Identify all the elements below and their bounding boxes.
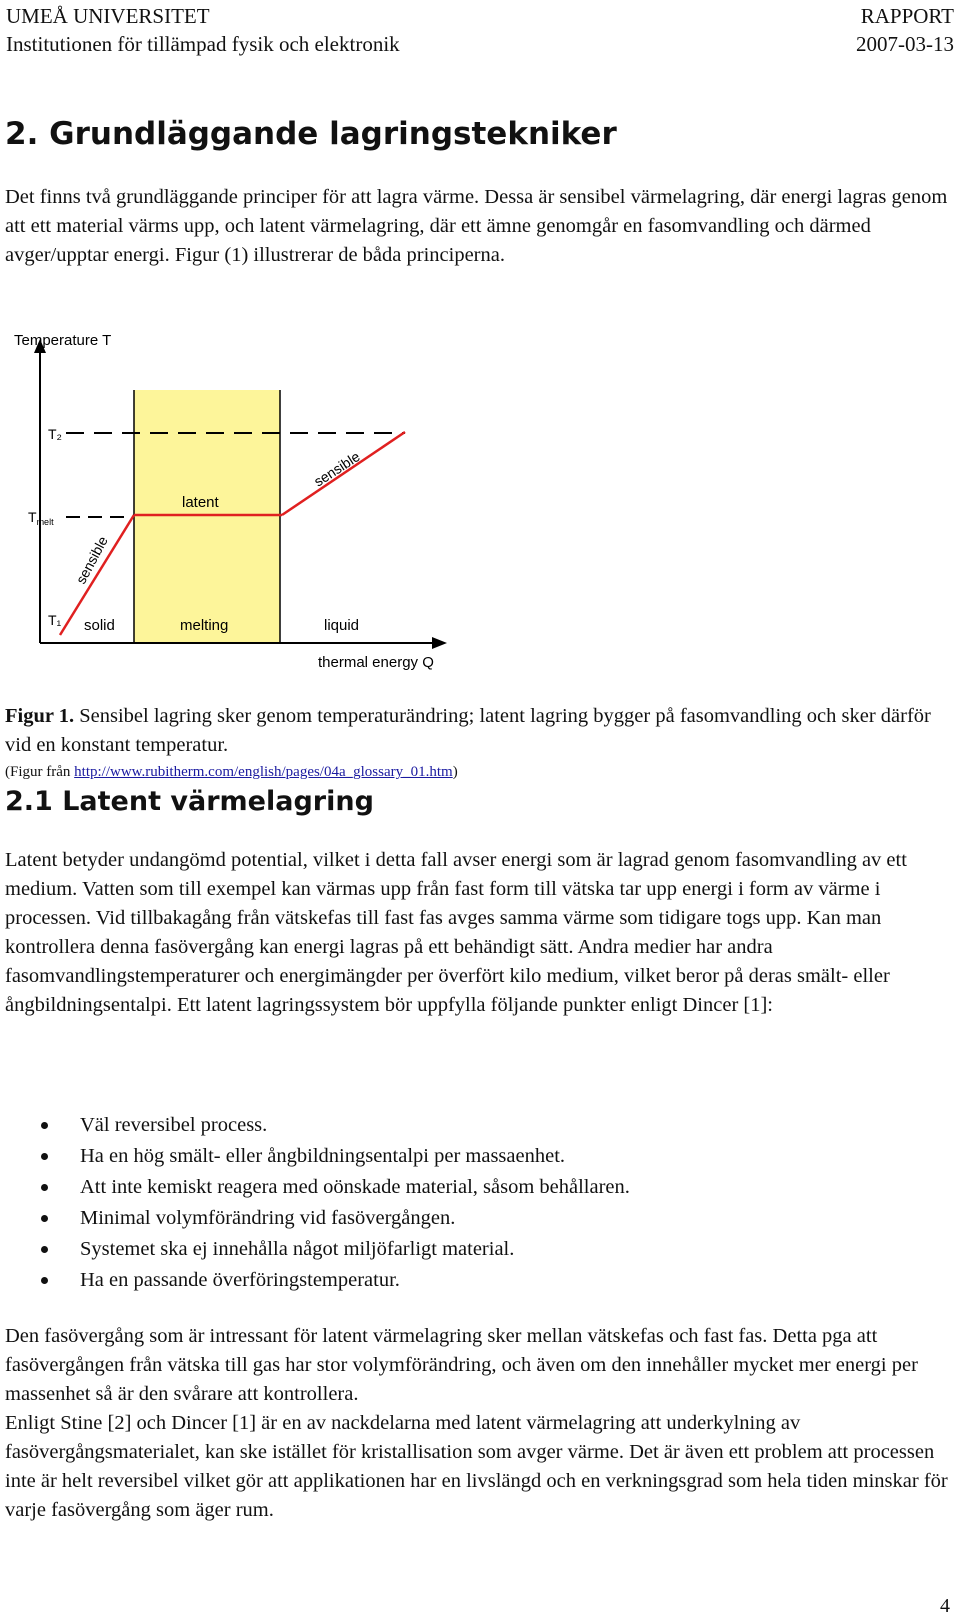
subsection-heading: 2.1 Latent värmelagring — [5, 786, 374, 817]
tmelt-label-main: T — [28, 509, 37, 525]
caption-text: Sensibel lagring sker genom temperaturändring; latent lagring bygger på fasomvandling och sker därför vid en konstant temperatur. — [5, 705, 931, 756]
bullet-icon — [41, 1215, 48, 1222]
y-axis-label: Temperature T — [14, 335, 112, 349]
page-number: 4 — [940, 1595, 950, 1617]
bullet-icon — [41, 1277, 48, 1284]
melting-label: melting — [180, 617, 229, 634]
latent-region — [134, 390, 280, 643]
bullet-icon — [41, 1246, 48, 1253]
t2-label: T₂ — [48, 426, 62, 442]
header-row-1 — [6, 3, 954, 29]
list-item-text: Systemet ska ej innehålla något miljöfarligt material. — [80, 1238, 515, 1260]
department-name: Institutionen för tillämpad fysik och elektronik — [6, 32, 400, 56]
latent-paragraph-3: Enligt Stine [2] och Dincer [1] är en av nackdelarna med latent värmelagring att underkylning av fasövergångsmaterialet, kan ske istället för kristallisation som avger värme. Det är även ett problem att processen inte är helt reversibel vilket gör att applikationen har en livslängd och en verkningsgrad som hela tiden minskar för varje fasövergång som äger rum. — [5, 1412, 948, 1521]
tmelt-label-sub: melt — [36, 517, 54, 527]
phase-change-figure — [0, 335, 470, 695]
doc-type: RAPPORT — [860, 4, 954, 28]
latent-paragraph-1: Latent betyder undangömd potential, vilket i detta fall avser energi som är lagrad genom fasomvandling av ett medium. Vatten som till exempel kan värmas upp från fast form till vätska tar upp energi i form av värme i processen. Vid tillbakagång från vätskefas till fast fas avges samma värme som tidigare togs upp. Kan man kontrollera denna fasövergång kan energi lagras på ett behändigt sätt. Andra medier har andra fasomvandlingstemperaturer och energimängder per överfört kilo medium, vilket beror på deras smält- eller ångbildningsentalpi. Ett latent lagringssystem bör uppfylla följande punkter enligt Dincer [1]: — [5, 849, 907, 1016]
x-axis-arrow — [432, 637, 447, 649]
source-link[interactable]: http://www.rubitherm.com/english/pages/04a_glossary_01.htm — [74, 764, 453, 780]
university-name: UMEÅ UNIVERSITET — [6, 4, 210, 28]
liquid-label: liquid — [324, 617, 360, 634]
caption-label: Figur 1. — [5, 705, 75, 727]
x-axis-label: thermal energy Q — [318, 654, 434, 671]
bullet-icon — [41, 1184, 48, 1191]
source-prefix: (Figur från — [5, 764, 75, 780]
list-item — [0, 1203, 630, 1234]
list-item-text: Ha en hög smält- eller ångbildningsentalpi per massaenhet. — [80, 1145, 566, 1167]
source-suffix: ) — [452, 764, 458, 780]
list-item — [0, 1110, 630, 1141]
bullet-icon — [41, 1122, 48, 1129]
section-heading: 2. Grundläggande lagringstekniker — [5, 116, 617, 152]
tmelt-label — [28, 509, 54, 527]
list-item-text: Väl reversibel process. — [80, 1114, 268, 1136]
figure-source — [5, 762, 458, 782]
figure-caption — [5, 702, 945, 760]
sensible-left-label: sensible — [72, 533, 111, 587]
list-item — [0, 1234, 630, 1265]
report-date: 2007-03-13 — [856, 32, 954, 56]
sensible-right-label: sensible — [310, 448, 363, 490]
list-item — [0, 1265, 630, 1296]
list-item-text: Minimal volymförändring vid fasövergången. — [80, 1207, 456, 1229]
list-item-text: Ha en passande överföringstemperatur. — [80, 1269, 400, 1291]
requirements-list — [0, 1110, 630, 1296]
solid-label: solid — [84, 617, 115, 634]
latent-paragraph-2: Den fasövergång som är intressant för latent värmelagring sker mellan vätskefas och fast fas. Detta pga att fasövergången från vätska till gas har stor volymförändring, och även om den innehåller mycket mer energi per massenhet så är den svårare att kontrollera. — [5, 1325, 918, 1405]
header-row-2 — [6, 31, 954, 57]
latent-label: latent — [182, 494, 219, 511]
list-item — [0, 1172, 630, 1203]
list-item — [0, 1141, 630, 1172]
bullet-icon — [41, 1153, 48, 1160]
list-item-text: Att inte kemiskt reagera med oönskade material, såsom behållaren. — [80, 1176, 630, 1198]
intro-paragraph: Det finns två grundläggande principer för att lagra värme. Dessa är sensibel värmelagring, där energi lagras genom att ett material värms upp, och latent värmelagring, där ett ämne genomgår en fasomvandling och därmed avger/upptar energi. Figur (1) illustrerar de båda principerna. — [5, 186, 948, 266]
t1-label: T₁ — [48, 612, 62, 628]
